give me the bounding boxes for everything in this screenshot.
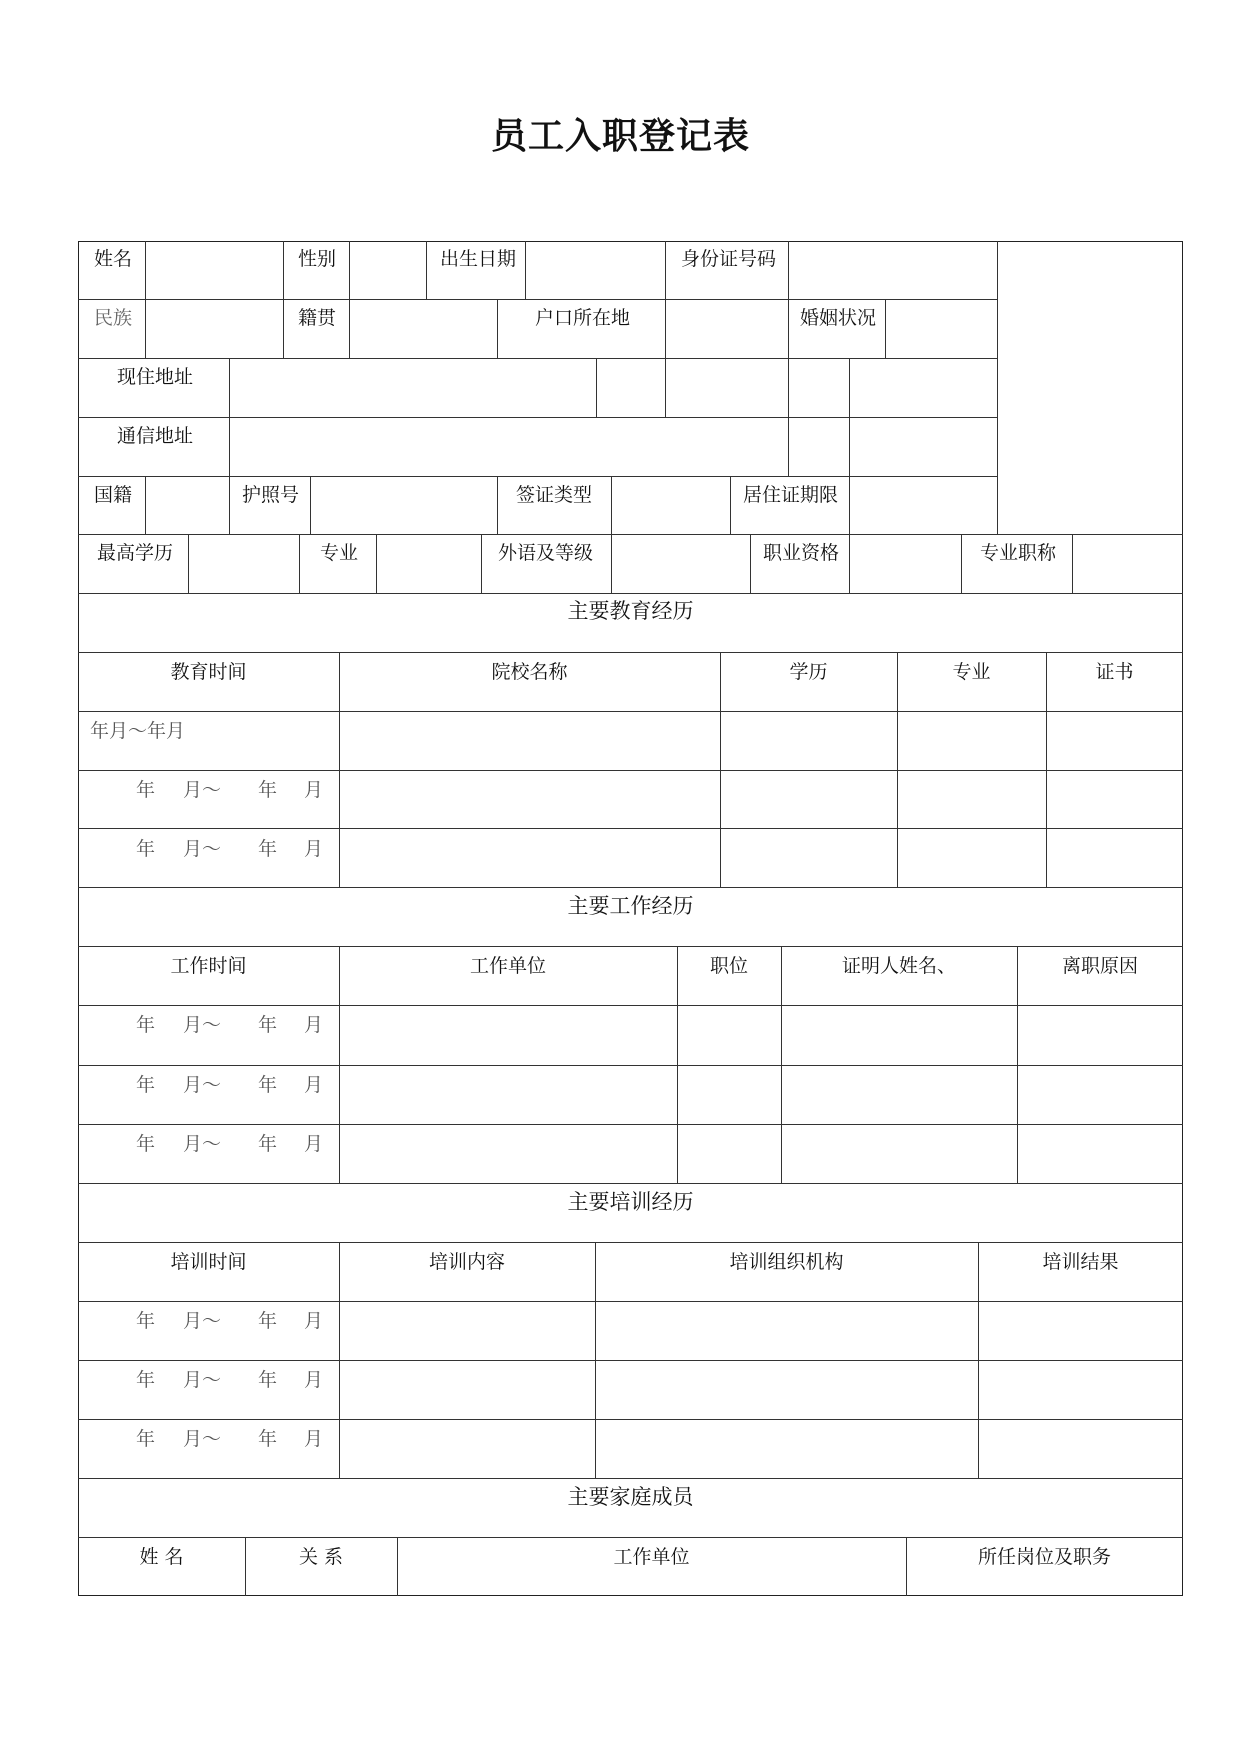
col-line: [781, 946, 782, 1184]
col-line: [750, 534, 751, 593]
col-line: [229, 476, 230, 534]
date-month-label: 月: [304, 1014, 324, 1036]
family-col-header: 关 系: [298, 1546, 344, 1568]
col-line: [720, 652, 721, 888]
form-title: 员工入职登记表: [490, 115, 750, 157]
label-professional-title: 专业职称: [980, 542, 1057, 564]
date-month-label: 月～: [183, 838, 222, 860]
date-year-label: 年: [258, 1074, 278, 1096]
col-line: [849, 534, 850, 593]
work-col-header: 职位: [709, 955, 748, 977]
label-household-location: 户口所在地: [535, 307, 631, 329]
section-title-education: 主要教育经历: [567, 599, 694, 623]
date-year-label: 年: [258, 1310, 278, 1332]
label-marital-status: 婚姻状况: [800, 307, 877, 329]
date-year-label: 年: [258, 1369, 278, 1391]
registration-form-table: [78, 241, 1183, 1596]
label-residence-permit-term: 居住证期限: [743, 484, 839, 506]
row-line: [78, 1301, 1183, 1302]
col-line: [229, 358, 230, 417]
col-line: [595, 1242, 596, 1478]
col-line: [849, 417, 850, 476]
row-line: [78, 1242, 1183, 1243]
education-col-header: 学历: [789, 661, 828, 683]
date-month-label: 月: [304, 1310, 324, 1332]
date-year-label: 年: [136, 1310, 156, 1332]
label-mailing-address: 通信地址: [117, 425, 194, 447]
col-line: [525, 241, 526, 299]
date-year-label: 年: [258, 779, 278, 801]
date-year-label: 年: [258, 838, 278, 860]
label-visa-type: 签证类型: [516, 484, 593, 506]
row-line: [78, 887, 1183, 888]
col-line: [145, 241, 146, 299]
col-line: [849, 358, 850, 417]
training-col-header: 培训时间: [170, 1251, 247, 1273]
date-month-label: 月: [304, 779, 324, 801]
row-line: [78, 652, 1183, 653]
col-line: [497, 299, 498, 358]
col-line: [788, 241, 789, 299]
col-line: [188, 534, 189, 593]
date-month-label: 月～: [183, 1428, 222, 1450]
section-title-work: 主要工作经历: [567, 894, 694, 918]
education-col-header: 专业: [952, 661, 991, 683]
row-line: [78, 1419, 1183, 1420]
date-year-label: 年: [136, 1133, 156, 1155]
col-line: [885, 299, 886, 358]
row-line: [78, 593, 1183, 594]
date-year-label: 年: [136, 1428, 156, 1450]
col-line: [145, 299, 146, 358]
col-line: [665, 358, 666, 417]
col-line: [677, 946, 678, 1184]
col-line: [596, 358, 597, 417]
date-year-label: 年: [136, 1074, 156, 1096]
row-line: [78, 770, 1183, 771]
label-birth-date: 出生日期: [440, 248, 517, 270]
training-col-header: 培训结果: [1042, 1251, 1119, 1273]
col-line: [788, 299, 789, 358]
col-line: [339, 1242, 340, 1478]
date-month-label: 月～: [183, 1014, 222, 1036]
col-line: [497, 476, 498, 534]
row-line: [78, 476, 998, 477]
col-line: [1017, 946, 1018, 1184]
date-month-label: 月: [304, 1369, 324, 1391]
col-line: [849, 476, 850, 534]
col-line: [961, 534, 962, 593]
date-month-label: 月～: [183, 1133, 222, 1155]
col-line: [730, 476, 731, 534]
col-line: [229, 417, 230, 476]
training-col-header: 培训内容: [428, 1251, 505, 1273]
col-line: [283, 241, 284, 299]
education-date-placeholder: 年月～年月: [90, 720, 186, 742]
education-col-header: 教育时间: [170, 661, 247, 683]
col-line: [665, 241, 666, 299]
work-col-header: 工作单位: [469, 955, 546, 977]
col-line: [665, 299, 666, 358]
date-month-label: 月～: [183, 779, 222, 801]
date-year-label: 年: [258, 1014, 278, 1036]
label-id-number: 身份证号码: [681, 248, 777, 270]
label-nationality: 国籍: [94, 484, 133, 506]
date-year-label: 年: [136, 1014, 156, 1036]
row-line: [78, 534, 1183, 535]
col-line: [978, 1242, 979, 1478]
label-professional-qualification: 职业资格: [763, 542, 840, 564]
col-line: [339, 946, 340, 1184]
col-line: [349, 241, 350, 299]
row-line: [78, 417, 998, 418]
col-line: [611, 534, 612, 593]
date-year-label: 年: [136, 838, 156, 860]
col-line: [376, 534, 377, 593]
date-year-label: 年: [258, 1133, 278, 1155]
col-line: [299, 534, 300, 593]
col-line: [897, 652, 898, 888]
col-line: [283, 299, 284, 358]
row-line: [78, 1537, 1183, 1538]
work-col-header: 工作时间: [170, 955, 247, 977]
date-year-label: 年: [136, 779, 156, 801]
label-foreign-language: 外语及等级: [498, 542, 594, 564]
row-line: [78, 1360, 1183, 1361]
date-month-label: 月～: [183, 1074, 222, 1096]
col-line: [481, 534, 482, 593]
row-line: [78, 711, 1183, 712]
family-col-header: 所任岗位及职务: [977, 1546, 1111, 1568]
date-month-label: 月: [304, 1074, 324, 1096]
label-name: 姓名: [94, 248, 133, 270]
label-ethnicity: 民族: [94, 307, 133, 329]
date-year-label: 年: [136, 1369, 156, 1391]
section-title-family: 主要家庭成员: [567, 1485, 694, 1509]
education-col-header: 院校名称: [491, 661, 568, 683]
section-title-training: 主要培训经历: [567, 1190, 694, 1214]
col-line: [788, 358, 789, 417]
row-line: [78, 299, 998, 300]
label-highest-education: 最高学历: [97, 542, 174, 564]
col-line: [426, 241, 427, 299]
work-col-header: 证明人姓名、: [841, 955, 956, 977]
work-col-header: 离职原因: [1061, 955, 1138, 977]
label-gender: 性别: [298, 248, 337, 270]
education-col-header: 证书: [1095, 661, 1134, 683]
date-month-label: 月: [304, 838, 324, 860]
label-passport-no: 护照号: [242, 484, 300, 506]
training-col-header: 培训组织机构: [729, 1251, 844, 1273]
date-year-label: 年: [258, 1428, 278, 1450]
col-line: [788, 417, 789, 476]
col-line: [997, 241, 998, 534]
col-line: [310, 476, 311, 534]
col-line: [349, 299, 350, 358]
col-line: [339, 652, 340, 888]
col-line: [611, 476, 612, 534]
date-month-label: 月: [304, 1428, 324, 1450]
col-line: [1046, 652, 1047, 888]
row-line: [78, 358, 998, 359]
family-col-header: 工作单位: [613, 1546, 690, 1568]
family-col-header: 姓 名: [139, 1546, 184, 1568]
label-native-place: 籍贯: [298, 307, 337, 329]
row-line: [78, 1478, 1183, 1479]
label-major: 专业: [320, 542, 359, 564]
date-month-label: 月～: [183, 1310, 222, 1332]
date-month-label: 月: [304, 1133, 324, 1155]
col-line: [145, 476, 146, 534]
col-line: [1072, 534, 1073, 593]
row-line: [78, 828, 1183, 829]
label-current-address: 现住地址: [117, 366, 194, 388]
date-month-label: 月～: [183, 1369, 222, 1391]
